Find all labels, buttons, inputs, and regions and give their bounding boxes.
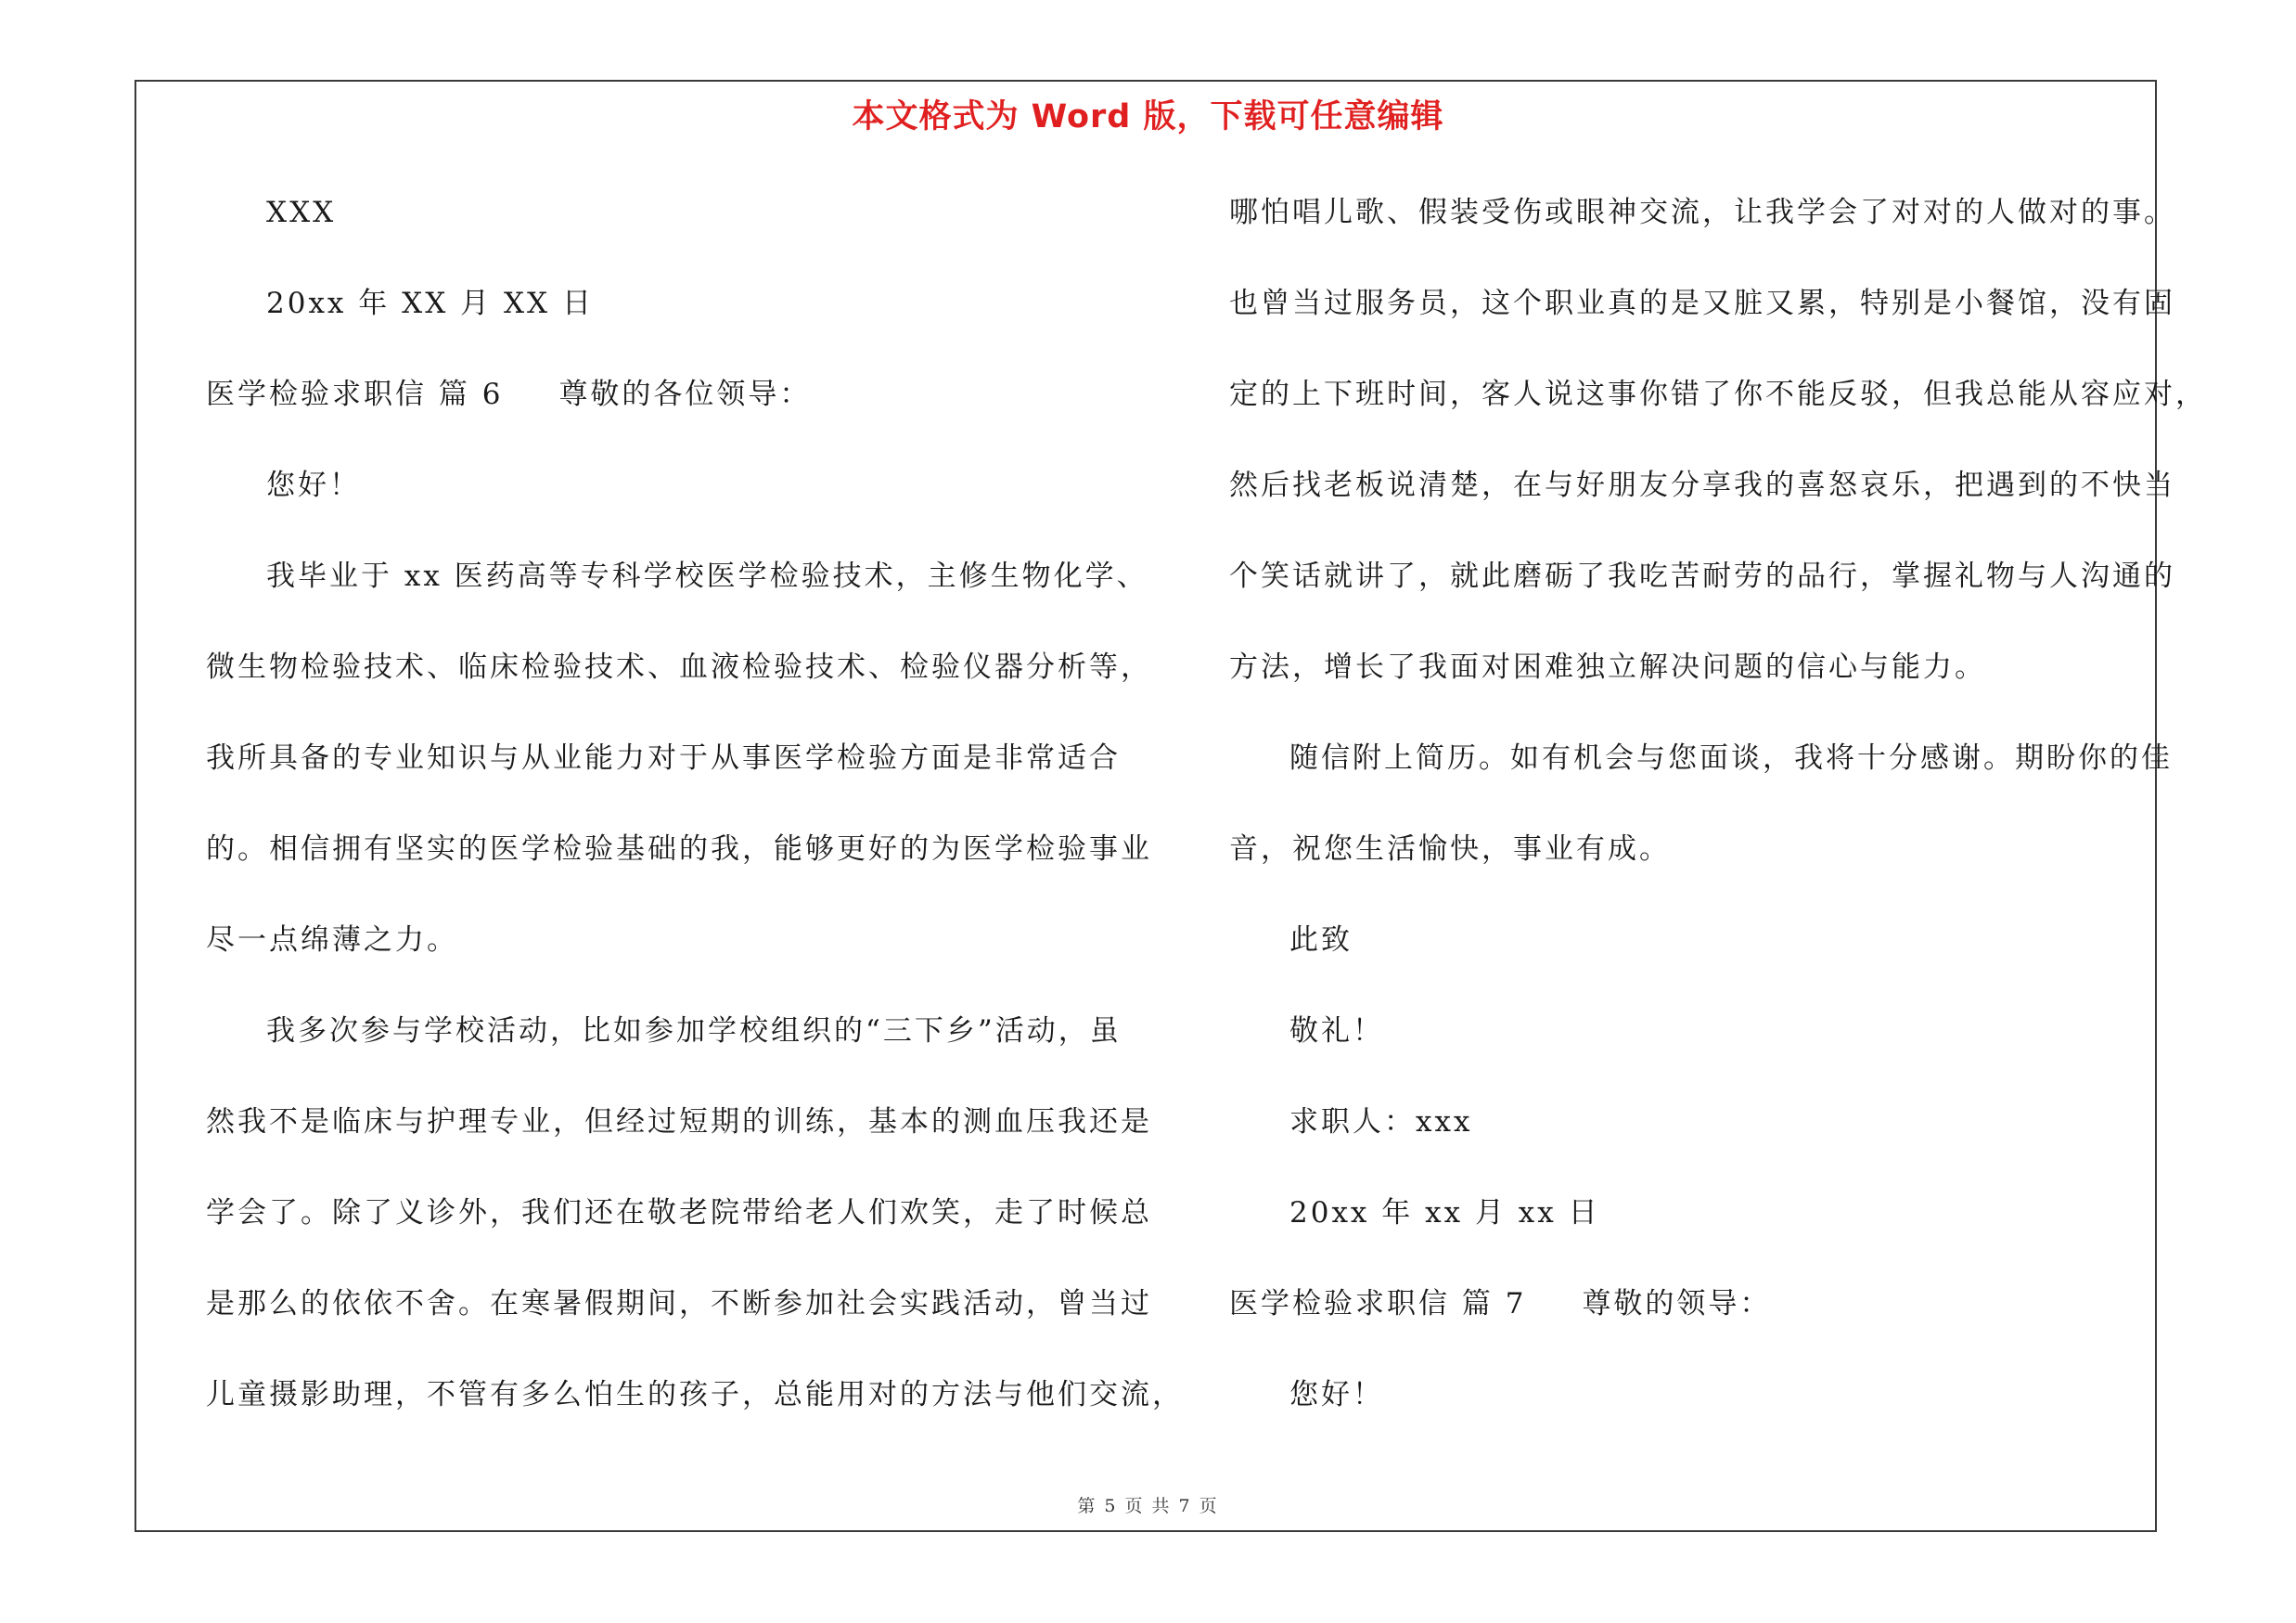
text-line: 也曾当过服务员，这个职业真的是又脏又累，特别是小餐馆，没有固	[1229, 287, 2175, 320]
section-heading: 医学检验求职信 篇 7	[1229, 1287, 1527, 1320]
salutation: 尊敬的各位领导：	[558, 378, 812, 411]
text-line: 20xx 年 xx 月 xx 日	[1289, 1196, 1600, 1230]
text-line: 随信附上简历。如有机会与您面谈，我将十分感谢。期盼你的佳	[1289, 741, 2173, 775]
text-line: 然后找老板说清楚，在与好朋友分享我的喜怒哀乐，把遇到的不快当	[1229, 469, 2175, 502]
text-line: 是那么的依依不舍。在寒暑假期间，不断参加社会实践活动，曾当过	[206, 1287, 1152, 1320]
section-heading-line	[1229, 1282, 2175, 1372]
section-heading-line	[206, 372, 1152, 463]
section-heading: 医学检验求职信 篇 6	[206, 378, 504, 411]
text-line: 然我不是临床与护理专业，但经过短期的训练，基本的测血压我还是	[206, 1105, 1152, 1139]
text-line: 您好！	[266, 469, 361, 502]
salutation: 尊敬的领导：	[1582, 1287, 1772, 1320]
text-line: 20xx 年 XX 月 XX 日	[266, 287, 594, 320]
text-line: 求职人：xxx	[1289, 1105, 1473, 1139]
page-number-footer: 第 5 页 共 7 页	[1077, 1496, 1219, 1516]
text-line: 尽一点绵薄之力。	[206, 923, 458, 957]
text-line: 的。相信拥有坚实的医学检验基础的我，能够更好的为医学检验事业	[206, 832, 1152, 866]
text-line: 个笑话就讲了，就此磨砺了我吃苦耐劳的品行，掌握礼物与人沟通的	[1229, 560, 2175, 593]
text-line: 定的上下班时间，客人说这事你错了你不能反驳，但我总能从容应对，	[1229, 378, 2207, 411]
text-line: 我所具备的专业知识与从业能力对于从事医学检验方面是非常适合	[206, 741, 1121, 775]
text-line: 我毕业于 xx 医药高等专科学校医学检验技术，主修生物化学、	[266, 560, 1148, 593]
right-column	[1229, 190, 2207, 1463]
text-line: 音，祝您生活愉快，事业有成。	[1229, 832, 1671, 866]
text-line: 方法，增长了我面对困难独立解决问题的信心与能力。	[1229, 650, 1986, 684]
text-line: 微生物检验技术、临床检验技术、血液检验技术、检验仪器分析等，	[206, 650, 1152, 684]
text-line: XXX	[266, 196, 337, 229]
text-line: 儿童摄影助理，不管有多么怕生的孩子，总能用对的方法与他们交流，	[206, 1378, 1184, 1411]
text-line: 我多次参与学校活动，比如参加学校组织的“三下乡”活动，虽	[266, 1014, 1122, 1048]
format-banner: 本文格式为 Word 版，下载可任意编辑	[852, 98, 1444, 135]
text-line: 学会了。除了义诊外，我们还在敬老院带给老人们欢笑，走了时候总	[206, 1196, 1152, 1230]
text-line: 此致	[1289, 923, 1353, 957]
text-line: 您好！	[1289, 1378, 1384, 1411]
text-line: 敬礼！	[1289, 1014, 1384, 1048]
text-line: 哪怕唱儿歌、假装受伤或眼神交流，让我学会了对对的人做对的事。	[1229, 196, 2175, 229]
left-column	[206, 190, 1184, 1463]
